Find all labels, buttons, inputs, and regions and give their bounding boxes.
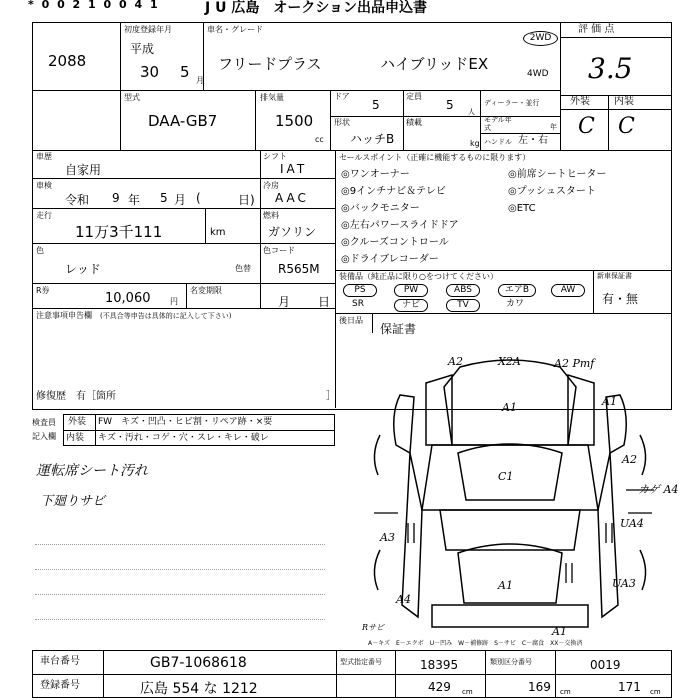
selling-point: ◎ワンオーナー bbox=[341, 169, 410, 180]
model-label: 車名・グレード bbox=[207, 25, 263, 34]
after-label: 後日品 bbox=[339, 316, 363, 325]
drive-4wd: 4WD bbox=[527, 69, 549, 79]
dotted-lines bbox=[35, 520, 325, 620]
mark-ua3: UA3 bbox=[612, 577, 636, 590]
reg-label: 初度登録年月 bbox=[124, 25, 172, 34]
inspector-label-2: 記入欄 bbox=[32, 432, 56, 441]
selling-points-label: セールスポイント（正確に機能するものに限ります） bbox=[339, 153, 531, 162]
dim-length-unit: cm bbox=[462, 688, 473, 696]
selling-point: ◎前席シートヒーター bbox=[508, 169, 607, 180]
inspection-label: 車検 bbox=[36, 181, 52, 190]
load-label: 積載 bbox=[406, 118, 422, 127]
exterior-label: 外装 bbox=[570, 96, 590, 107]
color-code: R565M bbox=[278, 262, 320, 276]
inspection-day: ( bbox=[196, 191, 201, 205]
type-designation-value: 18395 bbox=[420, 658, 459, 672]
model-name: フリードプラス bbox=[218, 55, 322, 73]
notes-sub: (不具合等申告は具体的に記入して下さい) bbox=[100, 312, 232, 320]
header-serial: * 0 0 2 1 0 0 4 1 bbox=[28, 0, 160, 11]
reg-month-unit: 月 bbox=[196, 76, 204, 85]
new-car-value: 有・無 bbox=[602, 292, 639, 306]
dim-width-unit: cm bbox=[560, 688, 571, 696]
inspection-month-unit: 月 bbox=[174, 193, 187, 207]
mark-a1-rear: A1 bbox=[498, 579, 513, 592]
category-number-label: 類別区分番号 bbox=[490, 658, 532, 666]
load-unit: kg bbox=[470, 139, 480, 148]
mark-a1-right: A1 bbox=[602, 395, 617, 408]
equip-ps: PS bbox=[343, 284, 377, 297]
model-grade: ハイブリッドEX bbox=[380, 55, 489, 73]
mark-a2-left: A2 bbox=[448, 355, 463, 368]
equip-abs: ABS bbox=[446, 284, 480, 297]
inspector-row2: キズ・汚れ・コゲ・穴・スレ・キレ・破レ bbox=[98, 433, 269, 443]
recycle-unit: 円 bbox=[170, 297, 178, 306]
car-damage-diagram bbox=[340, 335, 680, 640]
fuel-value: ガソリン bbox=[268, 225, 317, 239]
model-year-unit: 年 bbox=[550, 123, 557, 131]
namechange-day: 日 bbox=[318, 295, 331, 309]
inspector-row1-head: 外装 bbox=[68, 417, 87, 427]
equip-aw: AW bbox=[551, 284, 585, 297]
doors-label: ドア bbox=[334, 92, 350, 101]
color-change-label: 色替 bbox=[235, 264, 251, 273]
inspection-month: 5 bbox=[160, 191, 168, 205]
color-label: 色 bbox=[36, 246, 44, 255]
dealer-label: ディーラー・並行 bbox=[484, 99, 540, 107]
type-label: 型式 bbox=[124, 93, 140, 102]
selling-point: ◎ドライブレコーダー bbox=[341, 254, 439, 265]
steering-value: 左・右 bbox=[518, 135, 548, 146]
reg-era: 平成 bbox=[130, 42, 155, 56]
inspection-era: 令和 bbox=[65, 193, 90, 207]
repair-label: 修復歴 有［箇所 bbox=[36, 391, 116, 402]
model-year-label: モデル年式 bbox=[484, 116, 512, 132]
lot-number: 2088 bbox=[48, 52, 87, 70]
mark-a2-side: A2 bbox=[622, 453, 637, 466]
selling-point: ◎クルーズコントロール bbox=[341, 237, 449, 248]
dim-height-unit: cm bbox=[650, 688, 661, 696]
selling-point: ◎バックモニター bbox=[341, 203, 420, 214]
inspector-label-1: 検査員 bbox=[32, 418, 56, 427]
drive-2wd: 2WD bbox=[523, 31, 558, 46]
selling-point: ◎ETC bbox=[508, 203, 536, 214]
mark-x2a: X2A bbox=[498, 355, 521, 368]
recycle-label: R券 bbox=[36, 286, 50, 295]
score-value: 3.5 bbox=[588, 52, 633, 85]
after-value: 保証書 bbox=[380, 322, 417, 336]
exterior-score: C bbox=[578, 114, 595, 139]
handwritten-note-1: 運転席シート汚れ bbox=[36, 463, 148, 479]
mark-rsabi: Rサビ bbox=[362, 623, 385, 632]
reg-year: 30 bbox=[140, 63, 160, 81]
capacity-label: 定員 bbox=[406, 92, 422, 101]
equip-sr: SR bbox=[352, 299, 364, 309]
inspector-row2-head: 内装 bbox=[66, 433, 85, 443]
new-car-label: 新車保証書 bbox=[597, 272, 632, 280]
type-designation-label: 型式指定番号 bbox=[340, 658, 382, 666]
interior-score: C bbox=[618, 114, 635, 139]
equip-tv: TV bbox=[446, 299, 480, 312]
aircon-value: AAC bbox=[275, 191, 309, 205]
use-value: 自家用 bbox=[65, 163, 102, 177]
disp-label: 排気量 bbox=[260, 93, 284, 102]
inspection-day-unit: 日) bbox=[238, 193, 255, 207]
inspection-year-unit: 年 bbox=[128, 193, 141, 207]
mark-kage-a4: カゲ A4 bbox=[638, 483, 679, 496]
selling-points-right bbox=[508, 166, 606, 217]
equip-pw: PW bbox=[394, 284, 428, 297]
color-code-label: 色コード bbox=[263, 246, 295, 255]
doors-value: 5 bbox=[372, 98, 380, 112]
disp-value: 1500 bbox=[275, 112, 314, 130]
selling-point: ◎左右パワースライドドア bbox=[341, 220, 459, 231]
mileage-unit: km bbox=[210, 227, 226, 238]
steering-label: ハンドル bbox=[484, 138, 512, 146]
capacity-value: 5 bbox=[446, 98, 454, 112]
use-label: 車歴 bbox=[36, 152, 52, 161]
damage-legend: A－キズ E－エクボ U－凹み W－補修跡 S－サビ C－腐食 XX－交換済 bbox=[368, 640, 583, 647]
equip-airbag: エアB bbox=[498, 284, 536, 297]
selling-points-left bbox=[341, 166, 459, 268]
chassis-value: GB7-1068618 bbox=[150, 655, 247, 671]
dim-length: 429 bbox=[428, 680, 451, 694]
aircon-label: 冷房 bbox=[263, 181, 279, 190]
dim-height: 171 bbox=[618, 680, 641, 694]
plate-value: 広島 554 な 1212 bbox=[140, 681, 258, 697]
mark-a4: A4 bbox=[396, 593, 411, 606]
selling-point: ◎9インチナビ＆テレビ bbox=[341, 186, 446, 197]
inspection-year: 9 bbox=[112, 191, 120, 205]
equip-leather: カワ bbox=[506, 299, 525, 309]
handwritten-note-2: 下廻りサビ bbox=[40, 494, 106, 509]
type-value: DAA-GB7 bbox=[148, 112, 218, 130]
mark-a3: A3 bbox=[380, 531, 395, 544]
namechange-label: 名変期限 bbox=[190, 286, 222, 295]
shape-label: 形状 bbox=[334, 118, 350, 127]
mark-a2-right: A2 Pmf bbox=[554, 357, 595, 370]
shift-value: IAT bbox=[280, 162, 308, 176]
namechange-month: 月 bbox=[278, 295, 291, 309]
notes-label: 注意事項申告欄 bbox=[36, 311, 92, 320]
fuel-label: 燃料 bbox=[263, 211, 279, 220]
chassis-label: 車台番号 bbox=[40, 656, 80, 667]
recycle-value: 10,060 bbox=[105, 291, 151, 306]
reg-month: 5 bbox=[180, 63, 190, 81]
repair-close: ］ bbox=[326, 391, 336, 402]
disp-unit: cc bbox=[315, 135, 324, 144]
dim-width: 169 bbox=[528, 680, 551, 694]
shift-label: シフト bbox=[263, 152, 287, 161]
mark-a1-bottom: A1 bbox=[552, 625, 567, 638]
capacity-unit: 人 bbox=[468, 108, 475, 116]
mileage-value: 11万3千111 bbox=[75, 223, 163, 241]
score-label: 評 価 点 bbox=[578, 24, 615, 35]
interior-label: 内装 bbox=[614, 96, 634, 107]
form-title: J U 広島 オークション出品申込書 bbox=[205, 0, 428, 16]
category-number-value: 0019 bbox=[590, 658, 621, 672]
color-value: レッド bbox=[65, 262, 101, 276]
mark-c1: C1 bbox=[498, 470, 514, 483]
inspector-row1-text: FW キズ・凹凸・ヒビ割・リペア跡・×要 bbox=[98, 417, 273, 427]
equipment-label: 装備品（純正品に限り○をつけてください） bbox=[339, 272, 498, 281]
mileage-label: 走行 bbox=[36, 211, 52, 220]
selling-point: ◎プッシュスタート bbox=[508, 186, 596, 197]
shape-value: ハッチB bbox=[350, 132, 395, 146]
plate-label: 登録番号 bbox=[40, 680, 80, 691]
mark-a1-top: A1 bbox=[502, 401, 517, 414]
equip-navi: ナビ bbox=[394, 299, 428, 312]
mark-ua4: UA4 bbox=[620, 517, 644, 530]
